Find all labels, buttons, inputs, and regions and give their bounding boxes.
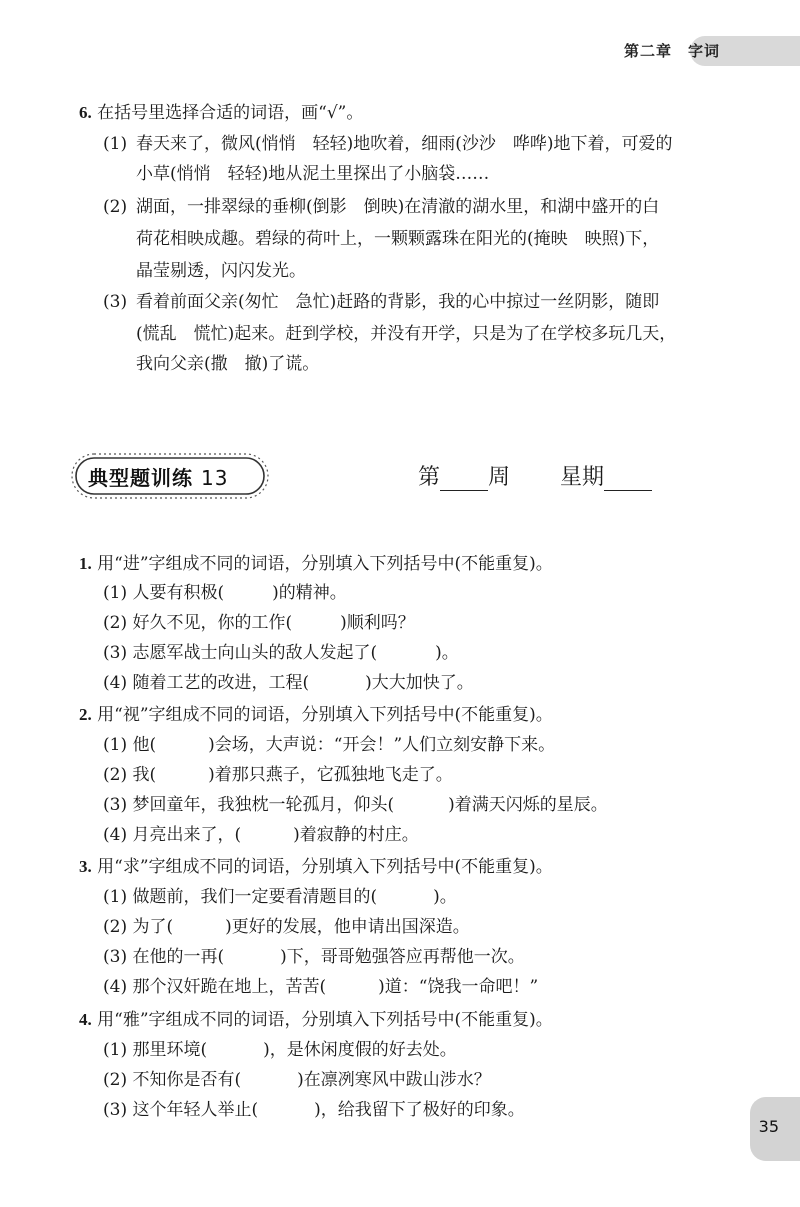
- list-item: [103, 733, 555, 757]
- item-text: )大大加快了。: [365, 673, 474, 693]
- question-prompt: 用“求”字组成不同的词语，分别填入下列括号中(不能重复)。: [97, 857, 553, 877]
- training-number: 13: [200, 466, 229, 490]
- item-text: 做题前，我们一定要看清题目的(: [132, 887, 378, 907]
- list-item: [103, 975, 538, 999]
- question-number: 4.: [79, 1010, 92, 1029]
- question-3: [79, 855, 553, 879]
- item-line: (慌乱 慌忙)起来。赶到学校，并没有开学，只是为了在学校多玩几天，: [136, 324, 677, 344]
- item-text: )着寂静的村庄。: [293, 825, 419, 845]
- question-6: [79, 101, 363, 125]
- item-line: 春天来了，微风(悄悄 轻轻)地吹着，细雨(沙沙 哗哗)地下着，可爱的: [136, 134, 673, 154]
- list-item: [103, 1068, 491, 1092]
- list-item: [103, 823, 419, 847]
- item-num: (4): [103, 825, 128, 845]
- week-label: 第: [418, 465, 441, 490]
- list-item: [103, 581, 347, 605]
- question-2: [79, 703, 553, 727]
- item-text: 他(: [132, 735, 157, 755]
- item-num: (2): [103, 197, 128, 217]
- item-text: )更好的发展，他申请出国深造。: [225, 917, 470, 937]
- list-item: [103, 793, 608, 817]
- list-item: [103, 611, 415, 635]
- item-text: 这个年轻人举止(: [132, 1100, 259, 1120]
- item-text: 不知你是否有(: [132, 1070, 242, 1090]
- item-text: 志愿军战士向山头的敌人发起了(: [132, 643, 378, 663]
- training-title: 典型题训练: [88, 466, 193, 490]
- item-num: (4): [103, 673, 128, 693]
- list-item: [103, 915, 470, 939]
- weekday-label: 星期: [560, 465, 605, 490]
- item-text: 在他的一再(: [132, 947, 225, 967]
- item-text: 月亮出来了，(: [132, 825, 242, 845]
- question-prompt: 用“雅”字组成不同的词语，分别填入下列括号中(不能重复)。: [97, 1010, 553, 1030]
- item-num: (2): [103, 917, 128, 937]
- list-item: [103, 671, 474, 695]
- list-item: [103, 1038, 457, 1062]
- item-text: )的精神。: [272, 583, 347, 603]
- item-text: )顺利吗？: [340, 613, 415, 633]
- item-num: (3): [103, 643, 128, 663]
- item-text: 那里环境(: [132, 1040, 208, 1060]
- item-text: )着那只燕子，它孤独地飞走了。: [208, 765, 453, 785]
- chapter-header: 第二章 字词: [623, 42, 720, 60]
- badge-title: [88, 462, 228, 491]
- question-prompt: 在括号里选择合适的词语，画“√”。: [97, 103, 364, 123]
- week-line: [418, 460, 652, 491]
- item-line: 我向父亲(撒 撤)了谎。: [136, 354, 320, 374]
- item-num: (4): [103, 977, 128, 997]
- item-line: 湖面，一排翠绿的垂柳(倒影 倒映)在清澈的湖水里，和湖中盛开的白: [136, 197, 660, 217]
- item-text: )。: [435, 643, 459, 663]
- item-text: )着满天闪烁的星辰。: [448, 795, 608, 815]
- item-line: 晶莹剔透，闪闪发光。: [136, 261, 306, 281]
- item-text: )会场，大声说：“开会！”人们立刻安静下来。: [208, 735, 556, 755]
- item-text: )在凛冽寒风中跋山涉水？: [297, 1070, 491, 1090]
- question-prompt: 用“视”字组成不同的词语，分别填入下列括号中(不能重复)。: [97, 705, 553, 725]
- item-text: 人要有积极(: [132, 583, 225, 603]
- item-num: (3): [103, 795, 128, 815]
- list-item: [103, 1098, 525, 1122]
- item-num: (2): [103, 613, 128, 633]
- item-num: (3): [103, 292, 128, 312]
- item-text: 好久不见，你的工作(: [132, 613, 293, 633]
- weekday-blank[interactable]: [604, 465, 652, 491]
- item-text: )，是休闲度假的好去处。: [263, 1040, 457, 1060]
- list-item: [103, 945, 525, 969]
- item-num: (1): [103, 1040, 128, 1060]
- item-text: 为了(: [132, 917, 174, 937]
- question-number: 2.: [79, 705, 92, 724]
- list-item: [103, 641, 459, 665]
- item-num: (2): [103, 1070, 128, 1090]
- item-line: 看着前面父亲(匆忙 急忙)赶路的背影，我的心中掠过一丝阴影，随即: [136, 292, 660, 312]
- list-item: [103, 885, 457, 909]
- item-text: 随着工艺的改进，工程(: [132, 673, 310, 693]
- question-number: 3.: [79, 857, 92, 876]
- item-num: (1): [103, 583, 128, 603]
- training-badge: [70, 452, 270, 500]
- item-line: 荷花相映成趣。碧绿的荷叶上，一颗颗露珠在阳光的(掩映 映照)下，: [136, 229, 660, 249]
- item-text: )。: [433, 887, 457, 907]
- item-text: 那个汉奸跪在地上，苦苦(: [132, 977, 327, 997]
- page-number: 35: [758, 1117, 779, 1136]
- list-item: [103, 763, 453, 787]
- item-num: (3): [103, 1100, 128, 1120]
- item-num: (1): [103, 887, 128, 907]
- item-text: )下，哥哥勉强答应再帮他一次。: [280, 947, 525, 967]
- item-text: 梦回童年，我独枕一轮孤月，仰头(: [132, 795, 395, 815]
- question-4: [79, 1008, 553, 1032]
- item-num: (3): [103, 947, 128, 967]
- item-num: (1): [103, 735, 128, 755]
- week-suffix: 周: [488, 465, 511, 490]
- question-number: 1.: [79, 554, 92, 573]
- week-blank[interactable]: [440, 465, 488, 491]
- question-1: [79, 552, 553, 576]
- item-text: 我(: [132, 765, 157, 785]
- item-text: )道：“饶我一命吧！”: [378, 977, 539, 997]
- item-line: 小草(悄悄 轻轻)地从泥土里探出了小脑袋……: [136, 164, 490, 184]
- question-number: 6.: [79, 103, 92, 122]
- item-num: (1): [103, 134, 128, 154]
- item-text: )，给我留下了极好的印象。: [314, 1100, 525, 1120]
- item-num: (2): [103, 765, 128, 785]
- question-prompt: 用“进”字组成不同的词语，分别填入下列括号中(不能重复)。: [97, 554, 553, 574]
